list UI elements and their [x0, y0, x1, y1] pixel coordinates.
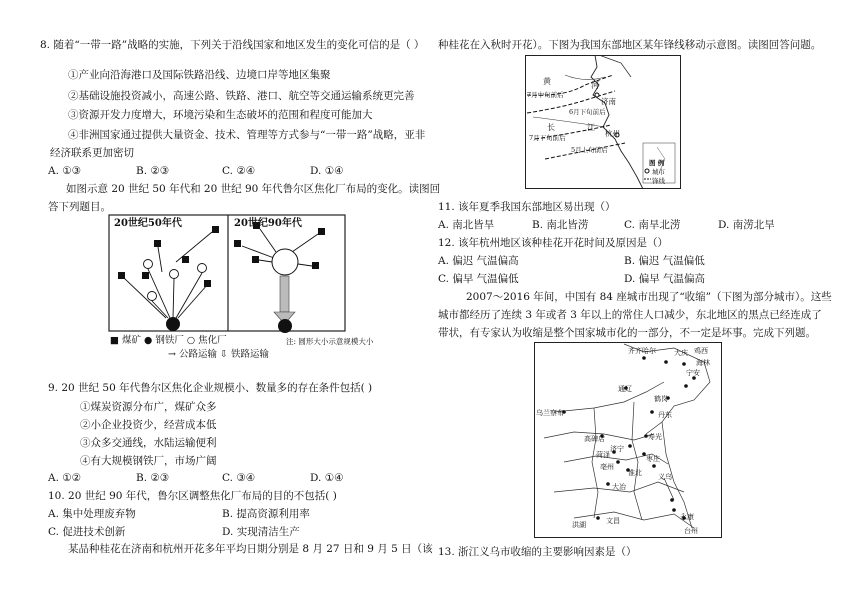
q11-option-c[interactable]: C. 南旱北涝 [624, 219, 681, 231]
fig2-legend-title: 图 例 [649, 159, 665, 167]
q12-option-b[interactable]: B. 偏迟 气温偏低 [624, 255, 705, 267]
q11-option-b[interactable]: B. 南北皆涝 [532, 219, 589, 231]
q12-stem: 12. 该年杭州地区该种桂花开花时间及原因是（） [438, 237, 669, 249]
q9-option-a[interactable]: A. ①② [48, 472, 82, 484]
q11-option-d[interactable]: D. 南涝北旱 [718, 219, 775, 231]
q10-option-c[interactable]: C. 促进技术创新 [48, 526, 126, 538]
fig3-city-gaobeidian: 高碑店 [584, 435, 605, 443]
fig2-label-hangzhou: 杭州 [605, 129, 620, 138]
fig3-city-shouguang: 寿光 [648, 433, 662, 441]
q8-item-3: ③资源开发力度增大，环境污染和生态破坏的范围和程度可能加大 [68, 109, 373, 121]
intro1-line2: 答下列题目。 [48, 201, 111, 213]
fig3-city-honghu: 洪湖 [572, 521, 586, 529]
fig3-city-hegang: 鹤岗 [654, 395, 668, 403]
q10-option-d[interactable]: D. 实现清洁生产 [222, 526, 300, 538]
intro3-line2: 城市都经历了连续 3 年或者 3 年以上的常住人口减少，东北地区的黑点已经连成了 [438, 309, 822, 321]
fig3-city-heze: 菏泽 [596, 451, 610, 459]
front-map-figure [525, 55, 681, 189]
q10-option-b[interactable]: B. 提高资源利用率 [222, 508, 310, 520]
fig2-label-7late: 7月下旬前后 [529, 134, 566, 142]
q8-option-b[interactable]: B. ②③ [136, 165, 170, 177]
intro3-line1: 2007～2016 年间，中国有 84 座城市出现了“收缩”（下图为部分城市）。这些 [466, 291, 832, 303]
fig3-city-taizhou: 台州 [684, 527, 698, 535]
fig3-city-bozhou: 亳州 [600, 463, 614, 471]
q8-item-1: ①产业向沿海港口及国际铁路沿线、边境口岸等地区集聚 [68, 69, 331, 81]
q8-item-4-cont: 经济联系更加密切 [50, 147, 134, 159]
shrinking-cities-map [534, 342, 722, 538]
q9-item-2: ②小企业投资少，经营成本低 [80, 419, 217, 431]
fig3-city-wenchang: 文昌 [606, 517, 620, 525]
fig2-label-chang: 长 [547, 123, 555, 132]
fig3-city-hailin: 海林 [696, 359, 710, 367]
q11-stem: 11. 该年夏季我国东部地区易出现（） [438, 201, 616, 213]
q9-item-1: ①煤炭资源分布广，煤矿众多 [80, 401, 217, 413]
fig2-legend-front: 锋线 [652, 177, 665, 185]
fig3-city-yongkang: 永康 [680, 513, 694, 521]
fig3-city-dandong: 丹东 [658, 411, 672, 419]
fig3-city-daqing: 大庆 [674, 349, 688, 357]
fig2-label-6late: 6月下旬前后 [569, 108, 606, 116]
q9-option-d[interactable]: D. ①④ [310, 472, 344, 484]
intro1-line1: 如图示意 20 世纪 50 年代和 20 世纪 90 年代鲁尔区焦化厂布局的变化。读图回 [66, 183, 441, 195]
q12-option-d[interactable]: D. 偏早 气温偏高 [624, 273, 706, 285]
fig3-city-jining: 济宁 [610, 445, 624, 453]
fig3-city-ningan: 宁安 [686, 369, 700, 377]
q11-option-a[interactable]: A. 南北皆旱 [438, 219, 495, 231]
fig1-legend-note: 注: 圆形大小示意规模大小 [286, 337, 374, 346]
intro3-line3: 带状，有专家认为收缩是整个国家城市化的一部分，不一定是坏事。完成下列题。 [438, 327, 816, 339]
fig2-label-he: 河 [591, 81, 599, 90]
q12-option-a[interactable]: A. 偏迟 气温偏高 [438, 255, 519, 267]
q8-option-d[interactable]: D. ①④ [310, 165, 344, 177]
q13-stem: 13. 浙江义乌市收缩的主要影响因素是（） [438, 546, 637, 558]
q8-option-a[interactable]: A. ①③ [48, 165, 82, 177]
fig3-city-huaibei: 淮北 [628, 469, 642, 477]
fig2-label-jiang: 江 [587, 123, 595, 132]
fig1-legend-transport: → 公路运输 ⇩ 铁路运输 [168, 349, 269, 360]
q9-option-c[interactable]: C. ③④ [222, 472, 256, 484]
fig3-city-zaozhuang: 枣庄 [646, 455, 660, 463]
fig3-city-jixi: 鸡西 [694, 347, 708, 355]
fig2-label-5early: 5月上旬前后 [571, 146, 608, 154]
fig3-city-yiwu: 义乌 [658, 473, 672, 481]
fig3-city-qiqihar: 齐齐哈尔 [628, 347, 656, 355]
fig1-legend-symbols: ■ 煤矿 ● 钢铁厂 ○ 焦化厂 [110, 335, 227, 346]
fig3-city-daye: 大冶 [612, 483, 626, 491]
q9-item-4: ④有大规模钢铁厂，市场广阔 [80, 455, 217, 467]
ruhr-figure [108, 214, 390, 360]
fig2-label-huang: 黄 [543, 77, 551, 86]
fig2-label-7mid: 7月中旬前后 [527, 91, 564, 99]
q8-item-2: ②基础设施投资减小，高速公路、铁路、港口、航空等交通运输系统更完善 [68, 90, 415, 102]
fig1-title-90s: 20世纪90年代 [234, 218, 302, 229]
q8-stem: 8. 随着“一带一路”战略的实施，下列关于沿线国家和地区发生的变化可信的是（ ） [40, 39, 425, 51]
intro2-line2: 种桂花在入秋时开花）。下图为我国东部地区某年锋线移动示意图。读图回答问题。 [438, 39, 822, 51]
q10-stem: 10. 20 世纪 90 年代，鲁尔区调整焦化厂布局的目的不包括( ) [48, 490, 337, 502]
q8-option-c[interactable]: C. ②④ [222, 165, 256, 177]
q9-item-3: ③众多交通线，水陆运输便利 [80, 437, 217, 449]
q10-option-a[interactable]: A. 集中处理废弃物 [48, 508, 136, 520]
q9-option-b[interactable]: B. ②③ [136, 472, 170, 484]
q8-item-4: ④非洲国家通过提供大量资金、技术、管理等方式参与“一带一路”战略，亚非 [68, 129, 426, 141]
intro2-line1: 某品种桂花在济南和杭州开花多年平均日期分别是 8 月 27 日和 9 月 5 日（该 [68, 543, 433, 555]
fig2-label-jinan: 济南 [601, 97, 616, 106]
fig1-title-50s: 20世纪50年代 [114, 218, 182, 229]
q12-option-c[interactable]: C. 偏早 气温偏低 [438, 273, 519, 285]
q9-stem: 9. 20 世纪 50 年代鲁尔区焦化企业规模小、数量多的存在条件包括( ) [48, 382, 373, 394]
fig3-city-tongliao: 通辽 [618, 385, 632, 393]
fig2-legend-city: 城市 [652, 168, 665, 176]
fig3-city-ulanqab: 乌兰察布 [536, 409, 564, 417]
